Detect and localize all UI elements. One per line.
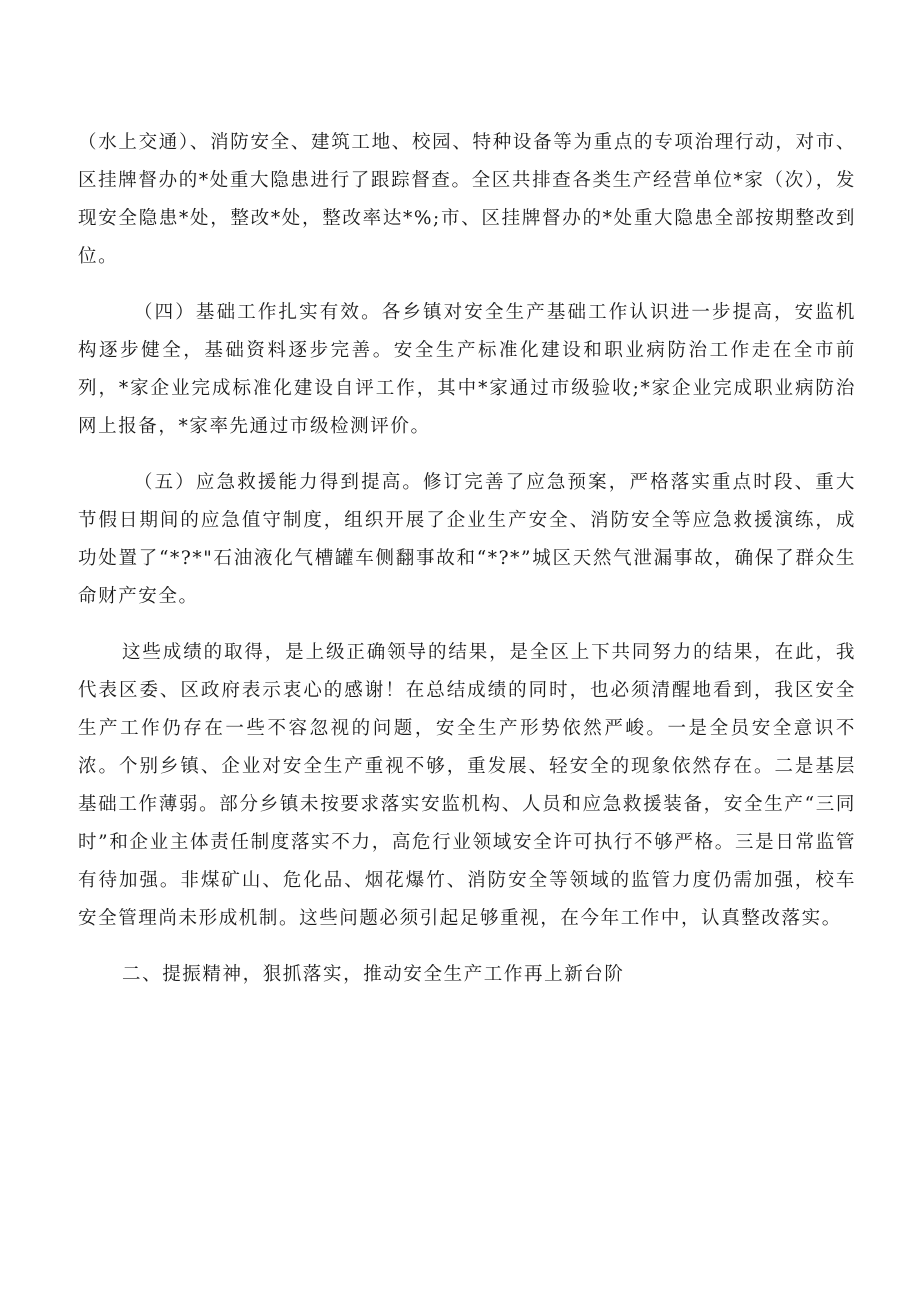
- paragraph-section-four: （四）基础工作扎实有效。各乡镇对安全生产基础工作认识进一步提高，安监机构逐步健全，基础资料逐步完善。安全生产标准化建设和职业病防治工作走在全市前列，*家企业完成标准化建设自评工作，其中*家通过市级验收;*家企业完成职业病防治网上报备，*家率先通过市级检测评价。: [78, 302, 856, 437]
- section-heading: 二、提振精神，狠抓落实，推动安全生产工作再上新台阶: [122, 964, 625, 985]
- document-body: [78, 124, 856, 1012]
- paragraph-summary-problems: 这些成绩的取得，是上级正确领导的结果，是全区上下共同努力的结果，在此，我代表区委、区政府表示衷心的感谢！在总结成绩的同时，也必须清醒地看到，我区安全生产工作仍存在一些不容忽视的问题，安全生产形势依然严峻。一是全员安全意识不浓。个别乡镇、企业对安全生产重视不够，重发展、轻安全的现象依然存在。二是基层基础工作薄弱。部分乡镇未按要求落实安监机构、人员和应急救援装备，安全生产“三同时”和企业主体责任制度落实不力，高危行业领域安全许可执行不够严格。三是日常监管有待加强。非煤矿山、危化品、烟花爆竹、消防安全等领域的监管力度仍需加强，校车安全管理尚未形成机制。这些问题必须引起足够重视，在今年工作中，认真整改落实。: [78, 642, 856, 929]
- paragraph-section-five: （五）应急救援能力得到提高。修订完善了应急预案，严格落实重点时段、重大节假日期间的应急值守制度，组织开展了企业生产安全、消防安全等应急救援演练，成功处置了“*?*"石油液化气槽罐车侧翻事故和“*?*”城区天然气泄漏事故，确保了群众生命财产安全。: [78, 472, 856, 607]
- paragraph-continued: （水上交通）、消防安全、建筑工地、校园、特种设备等为重点的专项治理行动，对市、区挂牌督办的*处重大隐患进行了跟踪督查。全区共排查各类生产经营单位*家（次），发现安全隐患*处，整改*处，整改率达*%;市、区挂牌督办的*处重大隐患全部按期整改到位。: [78, 132, 856, 267]
